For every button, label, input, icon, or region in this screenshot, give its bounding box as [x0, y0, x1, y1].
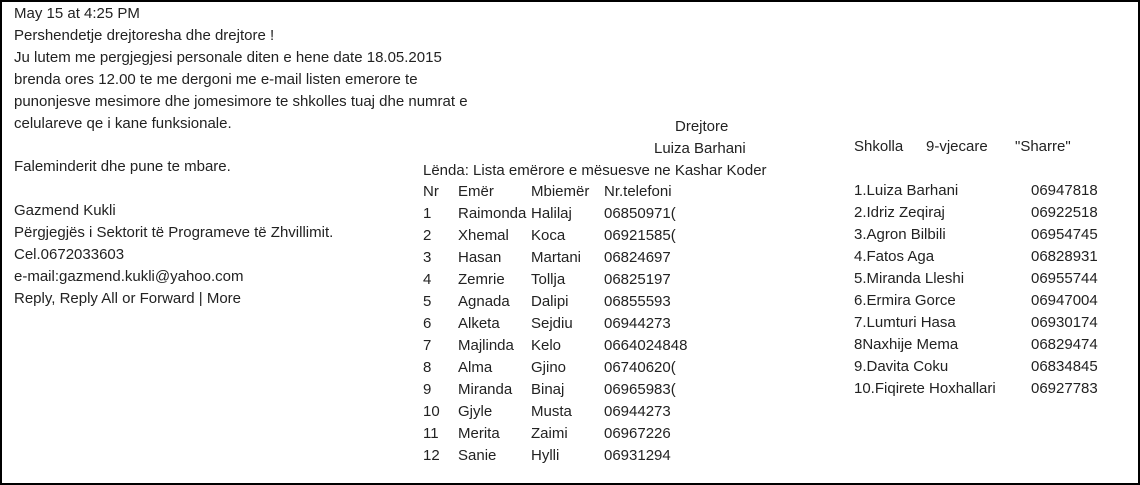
signature-phone: Cel.0672033603	[14, 246, 125, 263]
staff-name: 4.Fatos Aga	[854, 248, 935, 265]
row-nr: 3	[423, 249, 432, 266]
row-phone: 06921585(	[604, 227, 676, 244]
staff-phone: 06955744	[1031, 270, 1098, 287]
row-phone: 06850971(	[604, 205, 676, 222]
list-subject: Lënda: Lista emërore e mësuesve ne Kashar Koder	[423, 162, 767, 179]
email-body-line: Pershendetje drejtoresha dhe drejtore !	[14, 27, 275, 44]
staff-phone: 06927783	[1031, 380, 1098, 397]
email-timestamp: May 15 at 4:25 PM	[14, 5, 140, 22]
row-first-name: Hasan	[458, 249, 502, 266]
row-nr: 6	[423, 315, 432, 332]
staff-name: 6.Ermira Gorce	[854, 292, 956, 309]
school-type: 9-vjecare	[926, 138, 988, 155]
row-first-name: Agnada	[458, 293, 510, 310]
staff-name: 9.Davita Coku	[854, 358, 949, 375]
row-first-name: Gjyle	[458, 403, 493, 420]
row-nr: 10	[423, 403, 440, 420]
row-phone: 06965983(	[604, 381, 676, 398]
row-last-name: Koca	[531, 227, 566, 244]
staff-name: 3.Agron Bilbili	[854, 226, 946, 243]
staff-phone: 06947818	[1031, 182, 1098, 199]
row-last-name: Tollja	[531, 271, 566, 288]
row-last-name: Halilaj	[531, 205, 572, 222]
row-phone: 0664024848	[604, 337, 688, 354]
row-first-name: Alma	[458, 359, 493, 376]
staff-name: 8Naxhije Mema	[854, 336, 959, 353]
row-phone: 06944273	[604, 403, 671, 420]
row-first-name: Alketa	[458, 315, 500, 332]
row-first-name: Zemrie	[458, 271, 505, 288]
signature-role: Përgjegjës i Sektorit të Programeve të Zhvillimit.	[14, 224, 334, 241]
row-nr: 1	[423, 205, 432, 222]
row-phone: 06931294	[604, 447, 671, 464]
row-nr: 11	[423, 425, 439, 442]
school-label: Shkolla	[854, 138, 904, 155]
email-closing: Faleminderit dhe pune te mbare.	[14, 158, 231, 175]
row-last-name: Gjino	[531, 359, 567, 376]
row-last-name: Martani	[531, 249, 582, 266]
staff-name: 2.Idriz Zeqiraj	[854, 204, 945, 221]
row-last-name: Hylli	[531, 447, 560, 464]
row-first-name: Miranda	[458, 381, 513, 398]
email-body-line: celulareve qe i kane funksionale.	[14, 115, 232, 132]
row-first-name: Majlinda	[458, 337, 514, 354]
row-phone: 06740620(	[604, 359, 676, 376]
row-nr: 8	[423, 359, 432, 376]
staff-phone: 06829474	[1031, 336, 1098, 353]
email-body-line: brenda ores 12.00 te me dergoni me e-mail listen emerore te	[14, 71, 418, 88]
row-phone: 06825197	[604, 271, 671, 288]
staff-phone: 06954745	[1031, 226, 1098, 243]
row-last-name: Kelo	[531, 337, 562, 354]
school-name: "Sharre"	[1015, 138, 1071, 155]
row-nr: 2	[423, 227, 432, 244]
column-header-first-name: Emër	[458, 183, 494, 200]
email-actions-link[interactable]: Reply, Reply All or Forward | More	[14, 290, 242, 307]
staff-phone: 06834845	[1031, 358, 1098, 375]
row-phone: 06967226	[604, 425, 671, 442]
principal-title: Drejtore	[675, 118, 729, 135]
row-nr: 9	[423, 381, 432, 398]
row-first-name: Raimonda	[458, 205, 527, 222]
row-last-name: Sejdiu	[531, 315, 573, 332]
column-header-last-name: Mbiemër	[531, 183, 590, 200]
row-first-name: Sanie	[458, 447, 497, 464]
column-header-phone: Nr.telefoni	[604, 183, 672, 200]
staff-phone: 06930174	[1031, 314, 1098, 331]
row-last-name: Dalipi	[531, 293, 569, 310]
staff-name: 10.Fiqirete Hoxhallari	[854, 380, 996, 397]
staff-name: 5.Miranda Lleshi	[854, 270, 965, 287]
row-first-name: Xhemal	[458, 227, 509, 244]
column-header-nr: Nr	[423, 183, 439, 200]
row-nr: 12	[423, 447, 440, 464]
row-last-name: Zaimi	[531, 425, 568, 442]
row-last-name: Musta	[531, 403, 572, 420]
row-nr: 4	[423, 271, 432, 288]
row-phone: 06824697	[604, 249, 671, 266]
row-first-name: Merita	[458, 425, 500, 442]
signature-email: e-mail:gazmend.kukli@yahoo.com	[14, 268, 244, 285]
row-nr: 7	[423, 337, 432, 354]
staff-phone: 06828931	[1031, 248, 1098, 265]
staff-name: 7.Lumturi Hasa	[854, 314, 956, 331]
row-nr: 5	[423, 293, 432, 310]
row-phone: 06944273	[604, 315, 671, 332]
signature-name: Gazmend Kukli	[14, 202, 116, 219]
row-last-name: Binaj	[531, 381, 565, 398]
staff-phone: 06947004	[1031, 292, 1098, 309]
email-body-line: Ju lutem me pergjegjesi personale diten e hene date 18.05.2015	[14, 49, 442, 66]
principal-name: Luiza Barhani	[654, 140, 746, 157]
email-body-line: punonjesve mesimore dhe jomesimore te shkolles tuaj dhe numrat e	[14, 93, 468, 110]
staff-phone: 06922518	[1031, 204, 1098, 221]
staff-name: 1.Luiza Barhani	[854, 182, 959, 199]
row-phone: 06855593	[604, 293, 671, 310]
